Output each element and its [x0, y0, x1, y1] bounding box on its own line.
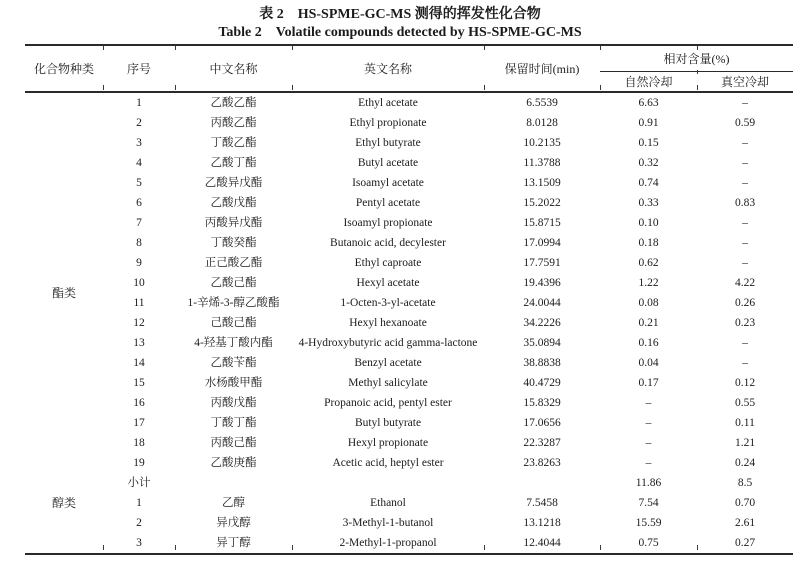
cell-vacuum-cooling: –	[742, 177, 748, 189]
grid-tick	[292, 545, 293, 550]
cell-retention-time: 19.4396	[523, 277, 561, 289]
cell-natural-cooling: 0.15	[638, 137, 659, 149]
cell-cn-name: 异戊醇	[216, 517, 251, 529]
cell-natural-cooling: –	[645, 457, 652, 469]
compound-class-cell: 醇类	[51, 496, 76, 510]
cell-en-name: Pentyl acetate	[355, 197, 421, 209]
cell-vacuum-cooling: 4.22	[734, 277, 756, 289]
cell-en-name: Methyl salicylate	[348, 377, 428, 389]
cell-index: 16	[133, 397, 145, 409]
cell-retention-time: 11.3788	[523, 157, 561, 169]
cell-cn-name: 1-辛烯-3-醇乙酸酯	[187, 297, 280, 309]
cell-natural-cooling: 7.54	[638, 497, 659, 509]
cell-retention-time	[484, 473, 600, 493]
table-row	[25, 213, 793, 233]
cell-en-name: 4-Hydroxybutyric acid gamma-lactone	[298, 337, 478, 349]
header-index: 序号	[126, 62, 151, 76]
cell-retention-time: 24.0044	[523, 297, 561, 309]
cell-retention-time: 17.0656	[523, 417, 561, 429]
table-header	[25, 45, 793, 92]
cell-index: 10	[133, 277, 145, 289]
cell-en-name: Hexyl acetate	[356, 277, 420, 289]
cell-vacuum-cooling: –	[742, 257, 748, 269]
cell-cn-name	[175, 473, 292, 493]
cell-cn-name: 乙酸异戊酯	[204, 177, 263, 189]
cell-index: 2	[136, 517, 142, 529]
cell-en-name: 2-Methyl-1-propanol	[339, 537, 437, 549]
cell-index: 2	[136, 117, 142, 129]
header-natural-cooling: 自然冷却	[624, 75, 673, 89]
table-row	[25, 533, 793, 554]
cell-en-name: Butanoic acid, decylester	[330, 237, 446, 249]
table-row	[25, 253, 793, 273]
grid-tick	[484, 85, 485, 90]
cell-vacuum-cooling: 0.11	[735, 417, 755, 429]
table-row	[25, 493, 793, 513]
table-row	[25, 373, 793, 393]
cell-vacuum-cooling: 0.24	[734, 457, 756, 469]
cell-index: 1	[136, 97, 142, 109]
cell-index: 5	[136, 177, 142, 189]
cell-natural-cooling: 0.04	[638, 357, 659, 369]
cell-natural-cooling: 0.33	[638, 197, 659, 209]
cell-natural-cooling: 15.59	[635, 517, 662, 529]
cell-vacuum-cooling: 2.61	[734, 517, 756, 529]
cell-vacuum-cooling: –	[742, 217, 748, 229]
cell-natural-cooling: 0.75	[638, 537, 659, 549]
volatile-compounds-table	[25, 44, 793, 555]
cell-natural-cooling: –	[645, 437, 652, 449]
cell-natural-cooling: 11.86	[635, 477, 662, 489]
grid-tick	[697, 85, 698, 90]
cell-en-name: 1-Octen-3-yl-acetate	[340, 297, 436, 309]
table-title-en: Table 2 Volatile compounds detected by HS-SPME-GC-MS	[218, 25, 582, 40]
cell-cn-name: 乙酸庚酯	[210, 457, 257, 469]
header-en-name: 英文名称	[363, 62, 412, 76]
table-title-cn: 表 2 HS-SPME-GC-MS 测得的挥发性化合物	[259, 7, 541, 22]
grid-tick	[600, 545, 601, 550]
cell-retention-time: 15.8715	[523, 217, 561, 229]
cell-vacuum-cooling: –	[742, 97, 748, 109]
table-row	[25, 153, 793, 173]
grid-tick	[697, 46, 698, 50]
grid-tick	[292, 85, 293, 90]
cell-retention-time: 10.2135	[523, 137, 561, 149]
grid-tick	[484, 46, 485, 50]
compound-class-cell: 酯类	[51, 286, 76, 300]
cell-retention-time: 35.0894	[523, 337, 561, 349]
cell-index: 15	[133, 377, 145, 389]
cell-natural-cooling: 0.16	[638, 337, 659, 349]
cell-natural-cooling: 1.22	[638, 277, 659, 289]
cell-cn-name: 丁酸癸酯	[210, 237, 257, 249]
cell-retention-time: 12.4044	[523, 537, 561, 549]
cell-retention-time: 15.2022	[523, 197, 561, 209]
table-row	[25, 513, 793, 533]
cell-en-name: Ethyl butyrate	[355, 137, 421, 149]
cell-cn-name: 乙醇	[222, 497, 245, 509]
cell-index: 9	[136, 257, 142, 269]
cell-vacuum-cooling: –	[742, 157, 748, 169]
table-body	[25, 92, 793, 554]
table-row	[25, 413, 793, 433]
header-retention-time: 保留时间(min)	[504, 62, 580, 76]
cell-index: 13	[133, 337, 145, 349]
cell-en-name: Ethyl caproate	[354, 257, 422, 269]
cell-retention-time: 7.5458	[526, 497, 558, 509]
cell-index: 11	[133, 297, 145, 309]
cell-en-name	[292, 473, 484, 493]
cell-vacuum-cooling: –	[742, 337, 748, 349]
table-row	[25, 193, 793, 213]
header-compound-class: 化合物种类	[33, 62, 94, 76]
cell-en-name: Hexyl hexanoate	[349, 317, 427, 329]
cell-vacuum-cooling: 0.12	[734, 377, 756, 389]
cell-en-name: Acetic acid, heptyl ester	[332, 457, 444, 469]
cell-index: 3	[136, 137, 142, 149]
cell-natural-cooling: –	[645, 397, 652, 409]
cell-natural-cooling: 0.21	[638, 317, 659, 329]
cell-retention-time: 17.7591	[523, 257, 561, 269]
cell-index: 14	[133, 357, 145, 369]
cell-index: 18	[133, 437, 145, 449]
cell-natural-cooling: 0.17	[638, 377, 659, 389]
cell-index: 19	[133, 457, 145, 469]
cell-retention-time: 40.4729	[523, 377, 561, 389]
table-row	[25, 433, 793, 453]
cell-natural-cooling: 0.10	[638, 217, 659, 229]
header-vacuum-cooling: 真空冷却	[720, 75, 769, 89]
cell-en-name: Isoamyl acetate	[352, 177, 424, 189]
cell-natural-cooling: 0.74	[638, 177, 659, 189]
cell-natural-cooling: 0.91	[638, 117, 659, 129]
cell-en-name: Propanoic acid, pentyl ester	[324, 397, 452, 409]
cell-natural-cooling: 0.32	[638, 157, 659, 169]
grid-tick	[103, 545, 104, 550]
grid-tick	[600, 46, 601, 50]
cell-retention-time: 13.1218	[523, 517, 561, 529]
cell-retention-time: 38.8838	[523, 357, 561, 369]
grid-tick	[600, 85, 601, 90]
table-row	[25, 473, 793, 493]
cell-index: 17	[133, 417, 145, 429]
cell-vacuum-cooling: 0.26	[734, 297, 756, 309]
table-row	[25, 453, 793, 473]
cell-en-name: Butyl butyrate	[354, 417, 422, 429]
cell-index: 7	[136, 217, 142, 229]
cell-natural-cooling: 0.18	[638, 237, 659, 249]
cell-en-name: Hexyl propionate	[347, 437, 429, 449]
grid-tick	[292, 46, 293, 50]
cell-retention-time: 34.2226	[523, 317, 561, 329]
table-row	[25, 113, 793, 133]
cell-retention-time: 23.8263	[523, 457, 561, 469]
table-row	[25, 273, 793, 293]
cell-cn-name: 丁酸乙酯	[210, 137, 257, 149]
cell-retention-time: 13.1509	[523, 177, 561, 189]
cell-vacuum-cooling: –	[742, 237, 748, 249]
table-row	[25, 133, 793, 153]
cell-retention-time: 17.0994	[523, 237, 561, 249]
cell-cn-name: 异丁醇	[216, 537, 251, 549]
grid-tick	[103, 85, 104, 90]
cell-vacuum-cooling: 0.27	[734, 537, 756, 549]
cell-vacuum-cooling: 0.70	[734, 497, 756, 509]
cell-natural-cooling: 0.08	[638, 297, 659, 309]
cell-vacuum-cooling: 0.55	[734, 397, 756, 409]
cell-natural-cooling: 0.62	[638, 257, 659, 269]
cell-cn-name: 丁酸丁酯	[210, 417, 257, 429]
header-cn-name: 中文名称	[209, 62, 258, 76]
cell-cn-name: 水杨酸甲酯	[204, 377, 263, 389]
cell-index: 3	[136, 537, 142, 549]
grid-tick	[175, 545, 176, 550]
cell-index: 6	[136, 197, 142, 209]
cell-en-name: Ethanol	[370, 497, 406, 509]
cell-vacuum-cooling: –	[742, 357, 748, 369]
cell-cn-name: 乙酸乙酯	[210, 97, 257, 109]
cell-cn-name: 丙酸乙酯	[210, 117, 257, 129]
cell-en-name: 3-Methyl-1-butanol	[342, 517, 434, 529]
cell-cn-name: 乙酸戊酯	[210, 197, 257, 209]
grid-tick	[103, 46, 104, 50]
cell-vacuum-cooling: 1.21	[734, 437, 756, 449]
cell-index: 8	[136, 237, 142, 249]
table-row	[25, 173, 793, 193]
cell-natural-cooling: –	[645, 417, 652, 429]
header-row-1	[25, 45, 793, 72]
cell-en-name: Benzyl acetate	[354, 357, 422, 369]
cell-index: 1	[136, 497, 142, 509]
cell-en-name: Butyl acetate	[357, 157, 419, 169]
table-row	[25, 393, 793, 413]
header-relative-content: 相对含量(%)	[600, 45, 793, 72]
grid-tick	[697, 545, 698, 550]
table-row	[25, 233, 793, 253]
cell-vacuum-cooling: –	[742, 137, 748, 149]
cell-cn-name: 己酸己酯	[210, 317, 257, 329]
cell-cn-name: 丙酸戊酯	[210, 397, 257, 409]
cell-vacuum-cooling: 8.5	[737, 477, 753, 489]
cell-retention-time: 6.5539	[526, 97, 558, 109]
table-row	[25, 313, 793, 333]
cell-cn-name: 乙酸己酯	[210, 277, 257, 289]
cell-retention-time: 22.3287	[523, 437, 561, 449]
table-row	[25, 333, 793, 353]
cell-natural-cooling: 6.63	[638, 97, 659, 109]
table-row	[25, 293, 793, 313]
cell-cn-name: 乙酸苄酯	[210, 357, 257, 369]
cell-cn-name: 丙酸己酯	[210, 437, 257, 449]
cell-retention-time: 15.8329	[523, 397, 561, 409]
cell-cn-name: 乙酸丁酯	[210, 157, 257, 169]
cell-cn-name: 丙酸异戊酯	[204, 217, 263, 229]
cell-cn-name: 正己酸乙酯	[204, 257, 263, 269]
grid-tick	[484, 545, 485, 550]
grid-tick	[175, 46, 176, 50]
grid-tick	[697, 70, 698, 74]
cell-cn-name: 4-羟基丁酸内酯	[194, 337, 273, 349]
cell-vacuum-cooling: 0.59	[734, 117, 756, 129]
cell-index: 4	[136, 157, 142, 169]
cell-index: 小计	[127, 477, 151, 489]
cell-en-name: Isoamyl propionate	[343, 217, 433, 229]
cell-vacuum-cooling: 0.23	[734, 317, 756, 329]
grid-tick	[175, 85, 176, 90]
table-row	[25, 92, 793, 113]
cell-retention-time: 8.0128	[526, 117, 558, 129]
cell-en-name: Ethyl acetate	[358, 97, 418, 109]
cell-en-name: Ethyl propionate	[349, 117, 427, 129]
cell-index: 12	[133, 317, 145, 329]
table-row	[25, 353, 793, 373]
cell-vacuum-cooling: 0.83	[734, 197, 756, 209]
